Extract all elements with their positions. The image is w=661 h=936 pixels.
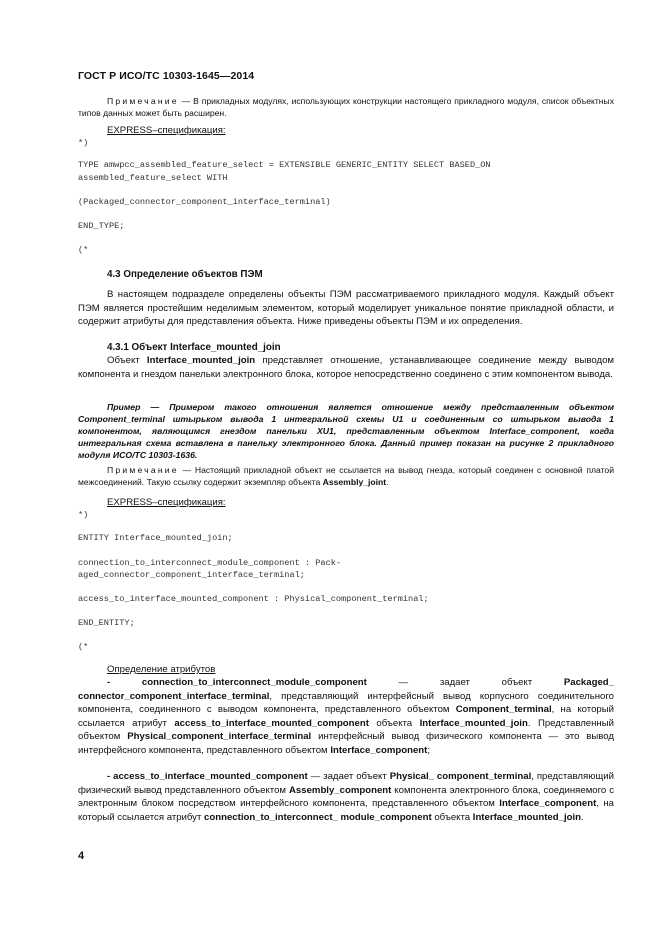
section-4-3-1-text: Объект Interface_mounted_join представляет отношение, устанавливающее соединение между выводом компонента и гнездом панельки электронного блока, которое непосредственно соединено с этим компонентом вывода. bbox=[78, 355, 614, 380]
code-attr-1-line-1: connection_to_interconnect_module_component : Pack- bbox=[78, 558, 342, 568]
page-header: ГОСТ Р ИСО/ТС 10303-1645—2014 bbox=[78, 70, 255, 82]
code-close-1: (* bbox=[78, 245, 89, 255]
code-entity: ENTITY Interface_mounted_join; bbox=[78, 533, 233, 543]
attribute-definition-1: - connection_to_interconnect_module_component — задает объект Packaged_ connector_component_interface_terminal, представляющий интерфейсный вывод корпусного соединительного компонента, соединенного с выводом компонента, представленного объектом Component_terminal, на который ссылается атрибут access_to_interface_mounted_component объекта Interface_mounted_join. Представленный объектом Physical_component_interface_terminal интерфейсный вывод физического компонента — это вывод интерфейсного компонента, представленного объектом Interface_component; bbox=[78, 677, 614, 756]
page-number: 4 bbox=[78, 850, 85, 862]
note-1: Примечание — В прикладных модулях, использующих конструкции настоящего прикладного модуля, список объектных типов данных может быть расширен. bbox=[78, 96, 614, 118]
code-open-2: *) bbox=[78, 510, 89, 520]
note-1-label: Примечание bbox=[107, 96, 179, 106]
section-4-3-text: В настоящем подразделе определены объекты ПЭМ рассматриваемого прикладного модуля. Каждый объект ПЭМ является простейшим неделимым элементом, который моделирует уникальное понятие прикладной области, и содержит атрибуты для представления объекта. Ниже приведены объекты ПЭМ и их определения. bbox=[78, 289, 614, 327]
code-packaged: (Packaged_connector_component_interface_terminal) bbox=[78, 197, 331, 207]
note-1-text: В прикладных модулях, использующих конструкции настоящего прикладного модуля, список объектных типов данных может быть расширен. bbox=[78, 96, 614, 118]
code-type-line-2: assembled_feature_select WITH bbox=[78, 173, 228, 183]
express-spec-label-1: EXPRESS–спецификация: bbox=[107, 125, 226, 136]
interface-mounted-join-term: Interface_mounted_join bbox=[146, 355, 256, 366]
attribute-name-2: - access_to_interface_mounted_component bbox=[107, 771, 308, 782]
code-close-2: (* bbox=[78, 642, 89, 652]
section-4-3-1-title: 4.3.1 Объект Interface_mounted_join bbox=[107, 342, 281, 353]
code-end-entity: END_ENTITY; bbox=[78, 618, 135, 628]
note-2-label: Примечание bbox=[107, 465, 179, 475]
code-open-1: *) bbox=[78, 138, 89, 148]
attributes-heading: Определение атрибутов bbox=[107, 664, 216, 675]
code-end-type: END_TYPE; bbox=[78, 221, 125, 231]
code-type-line-1: TYPE amwpcc_assembled_feature_select = EXTENSIBLE GENERIC_ENTITY SELECT BASED_ON bbox=[78, 160, 491, 170]
example-text: Пример — Примером такого отношения является отношение между представленным объектом Component_terminal штырьком вывода 1 интегральной схемы U1 и соединенным со штырьком вывода 1 компонентом, являющимся гнездом панельки XU1, представленным объектом Interface_component, когда интегральная схема вставлена в панельку электронного блока. Данный пример показан на рисунке 2 прикладного модуля ИСО/ТС 10303-1636. bbox=[78, 402, 614, 460]
express-spec-label-2: EXPRESS–спецификация: bbox=[107, 497, 226, 508]
attribute-definition-2: - access_to_interface_mounted_component — задает объект Physical_ component_terminal, представляющий физический вывод представленного объектом Assembly_component компонента электронного блока, соединяемого с электронным блоком посредством интерфейсного компонента, представленного объектом Interface_component, на который ссылается атрибут connection_to_interconnect_ module_component объекта Interface_mounted_join. bbox=[78, 771, 615, 823]
code-attr-1-line-2: aged_connector_component_interface_terminal; bbox=[78, 570, 305, 580]
note-2: Примечание — Настоящий прикладной объект не ссылается на вывод гнезда, который соединен с основной платой межсоединений. Такую ссылку содержит экземпляр объекта Assembly_joint. bbox=[78, 465, 615, 487]
code-attr-2: access_to_interface_mounted_component : Physical_component_terminal; bbox=[78, 594, 429, 604]
section-4-3-title: 4.3 Определение объектов ПЭМ bbox=[107, 269, 263, 280]
attribute-name-1: - connection_to_interconnect_module_component bbox=[107, 677, 367, 688]
